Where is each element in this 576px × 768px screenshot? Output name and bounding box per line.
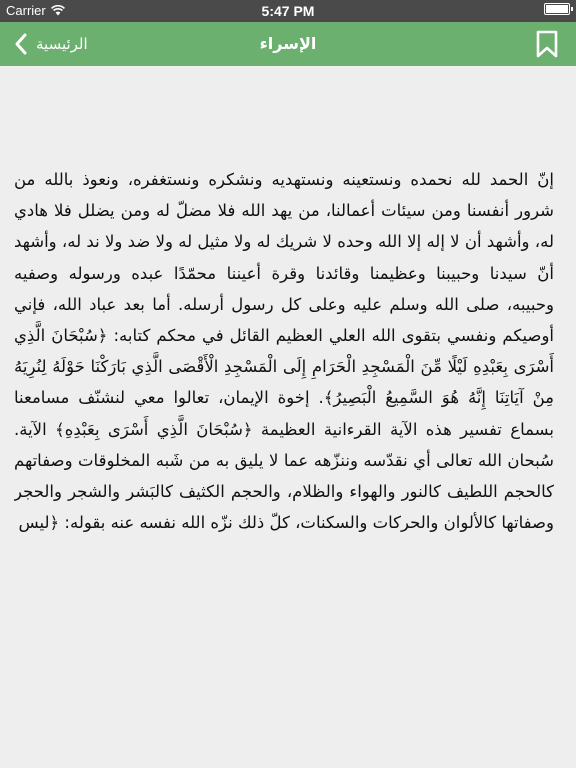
carrier-label: Carrier: [6, 3, 46, 18]
status-time: 5:47 PM: [261, 3, 315, 19]
article-text: إنّ الحمد لله نحمده ونستعينه ونستهديه ونشكره ونستغفره، ونعوذ بالله من شرور أنفسنا ومن سيئات أعمالنا، من يهد الله فلا مضلّ له ومن يضلل فلا هادي له، وأشهد أن لا إله إلا الله وحده لا شريك له ولا مثيل له ولا ضد ولا ند له، وأشهد أنّ سيدنا وحبيبنا وعظيمنا وقائدنا وقرة أعيننا محمّدًا عبده ورسوله وصفيه وحبيبه، صلى الله وسلم عليه وعلى كل رسول أرسله. أما بعد عباد الله، فإني أوصيكم ونفسي بتقوى الله العلي العظيم القائل في محكم كتابه: ﴿سُبْحَانَ الَّذِي أَسْرَى بِعَبْدِهِ لَيْلًا مِّنَ الْمَسْجِدِ الْحَرَامِ إِلَى الْمَسْجِدِ الْأَقْصَى الَّذِي بَارَكْنَا حَوْلَهُ لِنُرِيَهُ مِنْ آيَاتِنَا إِنَّهُ هُوَ السَّمِيعُ الْبَصِيرُ﴾. إخوة الإيمان، تعالوا معي لنشنّف مسامعنا بسماع تفسير هذه الآية القرءانية العظيمة ﴿سُبْحَانَ الَّذِي أَسْرَى بِعَبْدِهِ﴾ الآية. سُبحان الله تعالى أي نقدّسه وننزّهه عما لا يليق به من شَبه المخلوقات وصفاتهم كالحجم اللطيف كالنور والهواء والظلام، والحجم الكثيف كالبَشر والشجر والحجر وصفاتها كالألوان والحركات والسكنات، كلّ ذلك نزّه الله نفسه عنه بقوله: ﴿ليس: [14, 170, 554, 533]
bookmark-icon[interactable]: [534, 30, 560, 58]
back-label: الرئيسية: [36, 35, 88, 53]
status-right: [544, 3, 570, 15]
page-title: الإسراء: [259, 34, 317, 53]
status-bar: [0, 0, 576, 22]
article-content: [14, 164, 554, 768]
battery-tip: [571, 7, 573, 11]
battery-level: [546, 5, 568, 13]
battery-icon: [544, 3, 570, 15]
navigation-bar: [0, 22, 576, 66]
